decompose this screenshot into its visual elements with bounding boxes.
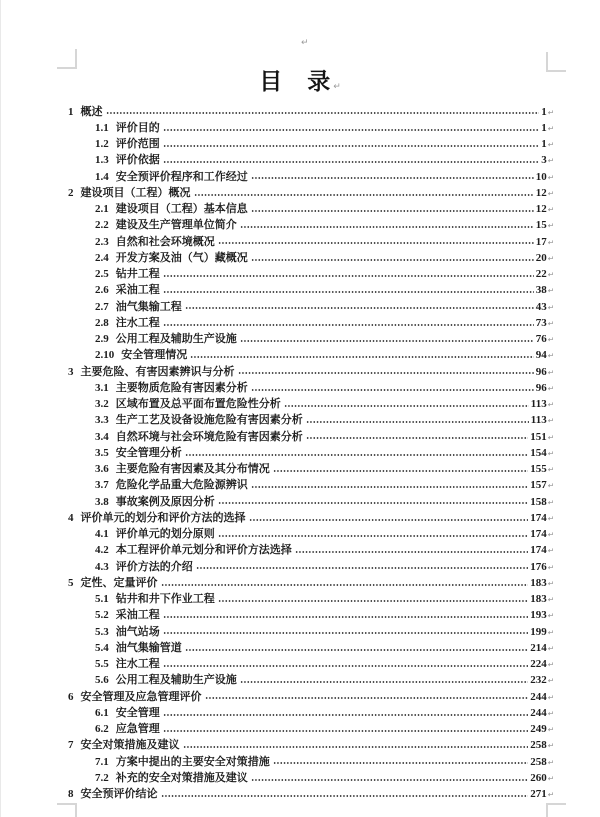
toc-entry-number: 5.1 (95, 593, 109, 605)
toc-entry-number: 2.3 (95, 235, 109, 248)
toc-entry-number: 6.1 (95, 706, 109, 719)
toc-entry-page-number: 1 (541, 138, 547, 150)
paragraph-return-icon: ↵ (547, 481, 554, 491)
paragraph-return-icon: ↵ (547, 383, 554, 393)
toc-entry[interactable] (68, 685, 554, 701)
paragraph-return-icon: ↵ (547, 237, 554, 247)
toc-entry[interactable] (68, 588, 554, 604)
toc-entry-number: 4 (68, 511, 74, 524)
toc-entry-title: 主要危险、有害因素辨识与分析 (80, 365, 235, 378)
toc-entry-title: 应急管理 (115, 723, 160, 735)
dot-leader (161, 794, 529, 798)
toc-entry[interactable] (68, 360, 554, 376)
toc-entry-title: 自然环境与社会环境危险有害因素分析 (115, 430, 303, 443)
toc-entry[interactable] (68, 734, 554, 750)
toc-entry-page-number: 199 (530, 625, 547, 638)
toc-entry-page-number: 183 (530, 593, 547, 605)
toc-entry[interactable] (68, 133, 554, 149)
toc-entry-page-number: 174 (530, 511, 547, 524)
toc-entry-number: 2.9 (95, 333, 109, 345)
toc-entry-number: 5.6 (95, 674, 109, 687)
toc-entry[interactable] (68, 295, 554, 311)
toc-entry-title: 定性、定量评价 (80, 576, 158, 589)
toc-entry-page-number: 224 (530, 658, 547, 670)
toc-entry-title: 评价方法的介绍 (115, 560, 193, 573)
toc-entry-number: 3.1 (95, 381, 109, 394)
toc-entry-page-number: 258 (530, 755, 547, 768)
paragraph-return-icon: ↵ (547, 578, 554, 588)
toc-entry-page-number: 17 (535, 235, 547, 248)
toc-entry[interactable] (68, 474, 554, 490)
toc-entry-number: 7.1 (95, 755, 109, 768)
toc-entry-number: 3.7 (95, 479, 109, 492)
toc-entry[interactable] (68, 279, 554, 295)
paragraph-return-icon: ↵ (547, 302, 554, 312)
paragraph-return-icon: ↵ (547, 627, 554, 637)
toc-entry[interactable] (68, 425, 554, 441)
dot-leader (163, 615, 528, 619)
paragraph-return-icon: ↵ (547, 562, 554, 572)
toc-entry-page-number: 113 (530, 414, 547, 427)
toc-entry-title: 安全管理 (115, 706, 160, 719)
paragraph-return-icon: ↵ (547, 400, 554, 409)
paragraph-return-icon: ↵ (547, 725, 554, 734)
paragraph-return-icon: ↵ (547, 708, 554, 718)
toc-entry-page-number: 73 (535, 316, 547, 329)
paragraph-return-icon: ↵ (547, 757, 554, 767)
toc-entry-number: 2.8 (95, 316, 109, 329)
paragraph-return-icon: ↵ (547, 318, 554, 328)
toc-entry-page-number: 158 (530, 495, 547, 508)
paragraph-return-icon: ↵ (547, 205, 554, 214)
paragraph-return-icon: ↵ (547, 156, 554, 166)
dot-leader (251, 485, 528, 489)
toc-entry[interactable] (68, 393, 554, 409)
dot-leader (251, 209, 534, 213)
toc-entry[interactable] (68, 523, 554, 539)
toc-entry-page-number: 244 (530, 706, 547, 719)
toc-entry-title: 钻井工程 (115, 268, 160, 280)
dot-leader (238, 371, 534, 375)
dot-leader (251, 388, 534, 392)
toc-entry-page-number: 249 (530, 723, 547, 735)
paragraph-return-icon: ↵ (333, 82, 341, 92)
toc-entry[interactable] (68, 214, 554, 230)
toc-entry-title: 评价单元的划分和评价方法的选择 (80, 511, 246, 524)
toc-entry-title: 注水工程 (115, 316, 160, 329)
paragraph-return-icon: ↵ (547, 530, 554, 539)
dot-leader (163, 290, 534, 294)
toc-entry[interactable] (68, 766, 554, 782)
toc-entry-title: 采油工程 (115, 284, 160, 297)
dot-leader (240, 339, 534, 343)
toc-entry[interactable] (68, 344, 554, 360)
toc-entry-title: 注水工程 (115, 658, 160, 670)
toc-entry-number: 3.3 (95, 414, 109, 427)
toc-entry-page-number: 174 (530, 544, 547, 557)
dot-leader (163, 713, 528, 717)
toc-entry-page-number: 232 (530, 674, 547, 687)
toc-entry-number: 3 (68, 365, 74, 378)
toc-entry-number: 1.2 (95, 138, 109, 150)
toc-entry-title: 自然和社会环境概况 (115, 235, 215, 248)
toc-entry-page-number: 113 (530, 398, 547, 410)
dot-leader (249, 518, 529, 522)
paragraph-return-icon: ↵ (547, 351, 554, 361)
dot-leader (306, 436, 528, 440)
toc-entry-number: 1.3 (95, 154, 109, 167)
toc-entry-title: 公用工程及辅助生产设施 (115, 674, 237, 687)
paragraph-return-icon: ↵ (547, 335, 554, 344)
toc-entry[interactable] (68, 490, 554, 506)
toc-entry[interactable] (68, 441, 554, 457)
dot-leader (163, 664, 528, 668)
toc-entry-title: 事故案例及原因分析 (115, 495, 215, 508)
toc-entry[interactable] (68, 620, 554, 636)
toc-entry-title: 建设项目（工程）概况 (80, 186, 191, 199)
toc-entry-number: 2.7 (95, 300, 109, 313)
toc-entry-number: 2.5 (95, 268, 109, 280)
dot-leader (161, 583, 529, 587)
dot-leader (163, 144, 539, 148)
page-left-edge (0, 0, 1, 817)
toc-entry-title: 油气站场 (115, 625, 160, 638)
toc-entry[interactable] (68, 653, 554, 669)
dot-leader (251, 176, 534, 180)
dot-leader (240, 680, 528, 684)
toc-entry[interactable] (68, 230, 554, 246)
crop-mark-bottom-right (546, 803, 566, 817)
toc-entry[interactable] (68, 458, 554, 474)
toc-entry[interactable] (68, 165, 554, 181)
dot-leader (183, 745, 529, 749)
toc-entry-page-number: 157 (530, 479, 547, 492)
toc-entry-page-number: 214 (530, 641, 547, 654)
toc-entry-page-number: 244 (530, 690, 547, 703)
toc-entry-title: 安全管理情况 (121, 349, 188, 362)
dot-leader (196, 566, 528, 570)
paragraph-return-icon: ↵ (547, 270, 554, 279)
toc-entry-number: 4.3 (95, 560, 109, 573)
dot-leader (218, 501, 528, 505)
toc-entry-number: 7.2 (95, 771, 109, 784)
dot-leader (273, 469, 528, 473)
toc-entry-page-number: 271 (530, 788, 547, 800)
toc-entry[interactable] (68, 539, 554, 555)
dot-leader (163, 323, 534, 327)
toc-entry[interactable] (68, 701, 554, 717)
toc-entry-number: 3.8 (95, 495, 109, 508)
dot-leader (218, 241, 534, 245)
toc-entry-page-number: 1 (541, 121, 547, 134)
dot-leader (163, 729, 528, 733)
toc-entry[interactable] (68, 311, 554, 327)
dot-leader (190, 355, 533, 359)
dot-leader (205, 696, 529, 700)
toc-entry-title: 油气集输管道 (115, 641, 182, 654)
toc-entry-title: 区域布置及总平面布置危险性分析 (115, 398, 281, 410)
toc-entry-number: 2 (68, 186, 74, 199)
toc-entry[interactable] (68, 100, 554, 116)
toc-entry-page-number: 151 (530, 430, 547, 443)
toc-entry[interactable] (68, 750, 554, 766)
toc-entry-title: 安全预评价程序和工作经过 (115, 170, 248, 183)
dot-leader (273, 761, 528, 765)
toc-entry[interactable] (68, 263, 554, 279)
toc-entry[interactable] (68, 636, 554, 652)
toc-entry-number: 5.4 (95, 641, 109, 654)
paragraph-return-icon: ↵ (547, 448, 554, 458)
toc-entry[interactable] (68, 555, 554, 571)
dot-leader (251, 258, 534, 262)
paragraph-return-icon: ↵ (547, 546, 554, 556)
toc-entry-page-number: 3 (541, 154, 547, 167)
toc-entry[interactable] (68, 409, 554, 425)
dot-leader (218, 534, 528, 538)
paragraph-return-icon: ↵ (547, 432, 554, 442)
toc-entry-number: 1 (68, 105, 74, 118)
toc-entry-title: 安全管理及应急管理评价 (80, 690, 202, 703)
toc-entry-page-number: 20 (535, 251, 547, 264)
toc-entry-number: 3.2 (95, 398, 109, 410)
toc-entry-number: 2.4 (95, 251, 109, 264)
toc-entry-number: 2.6 (95, 284, 109, 297)
dot-leader (218, 599, 528, 603)
toc-entry[interactable] (68, 718, 554, 734)
toc-entry-title: 评价目的 (115, 121, 160, 134)
dot-leader (295, 550, 528, 554)
dot-leader (240, 225, 534, 229)
paragraph-return-icon: ↵ (547, 107, 554, 117)
toc-entry-page-number: 155 (530, 463, 547, 475)
toc-entry-page-number: 183 (530, 576, 547, 589)
paragraph-return-icon: ↵ (547, 611, 554, 621)
toc-entry-number: 5.2 (95, 609, 109, 622)
toc-entry-title: 评价范围 (115, 138, 160, 150)
toc-entry-page-number: 22 (535, 268, 547, 280)
toc-entry-page-number: 174 (530, 528, 547, 540)
paragraph-return-icon: ↵ (547, 773, 554, 783)
toc-entry-page-number: 12 (535, 186, 547, 199)
dot-leader (163, 160, 539, 164)
paragraph-return-icon: ↵ (547, 741, 554, 751)
paragraph-return-icon: ↵ (547, 221, 554, 231)
paragraph-return-icon: ↵ (547, 676, 554, 686)
toc-entry-title: 方案中提出的主要安全对策措施 (115, 755, 270, 768)
paragraph-return-icon: ↵ (301, 38, 309, 48)
toc-entry[interactable] (68, 198, 554, 214)
toc-entry-title: 开发方案及油（气）藏概况 (115, 251, 248, 264)
toc-entry-page-number: 96 (535, 365, 547, 378)
toc-entry-page-number: 15 (535, 219, 547, 232)
toc-entry-title: 公用工程及辅助生产设施 (115, 333, 237, 345)
toc-entry-number: 6 (68, 690, 74, 703)
toc-entry-title: 主要危险有害因素及其分布情况 (115, 463, 270, 475)
toc-entry-page-number: 38 (535, 284, 547, 297)
dot-leader (106, 111, 540, 115)
page-title (0, 63, 600, 96)
paragraph-return-icon: ↵ (547, 286, 554, 296)
toc-entry-title: 油气集输工程 (115, 300, 182, 313)
crop-mark-bottom-left (57, 803, 77, 817)
toc-entry-title: 建设项目（工程）基本信息 (115, 203, 248, 215)
dot-leader (251, 778, 528, 782)
toc-entry-number: 5.3 (95, 625, 109, 638)
toc-entry-number: 2.1 (95, 203, 109, 215)
toc-entry-title: 钻井和井下作业工程 (115, 593, 215, 605)
toc-entry[interactable] (68, 669, 554, 685)
toc-entry-number: 1.4 (95, 170, 109, 183)
toc-entry-title: 采油工程 (115, 609, 160, 622)
paragraph-return-icon: ↵ (547, 497, 554, 507)
paragraph-return-icon: ↵ (547, 692, 554, 702)
toc-entry[interactable] (68, 149, 554, 165)
dot-leader (185, 453, 528, 457)
dot-leader (163, 128, 539, 132)
toc-entry-title: 概述 (80, 105, 103, 118)
paragraph-return-icon: ↵ (547, 595, 554, 604)
paragraph-return-icon: ↵ (547, 253, 554, 263)
toc-entry-page-number: 12 (535, 203, 547, 215)
dot-leader (306, 420, 529, 424)
toc-entry-title: 建设及生产管理单位简介 (115, 219, 237, 232)
toc-entry[interactable] (68, 376, 554, 392)
paragraph-return-icon: ↵ (547, 513, 554, 523)
toc-entry-title: 安全对策措施及建议 (80, 739, 180, 752)
dot-leader (163, 631, 528, 635)
paragraph-return-icon: ↵ (547, 123, 554, 133)
toc-entry-title: 补充的安全对策措施及建议 (115, 771, 248, 784)
toc-entry-number: 4.1 (95, 528, 109, 540)
toc-entry-number: 3.6 (95, 463, 109, 475)
paragraph-return-icon: ↵ (547, 140, 554, 149)
toc-entry-page-number: 96 (535, 381, 547, 394)
toc-entry-page-number: 260 (530, 771, 547, 784)
toc-entry[interactable] (68, 181, 554, 197)
toc-entry-page-number: 10 (535, 170, 547, 183)
toc-entry-number: 4.2 (95, 544, 109, 557)
toc-entry-number: 3.4 (95, 430, 109, 443)
toc-entry-number: 5.5 (95, 658, 109, 670)
toc-entry[interactable] (68, 783, 554, 799)
toc-entry-title: 危险化学品重大危险源辨识 (115, 479, 248, 492)
toc-entry-title: 主要物质危险有害因素分析 (115, 381, 248, 394)
toc-entry[interactable] (68, 246, 554, 262)
dot-leader (163, 274, 534, 278)
toc-entry-number: 2.10 (95, 349, 115, 362)
dot-leader (185, 648, 528, 652)
toc-entry-title: 生产工艺及设备设施危险有害因素分析 (115, 414, 303, 427)
toc-entry-number: 6.2 (95, 723, 109, 735)
toc-entry-title: 评价依据 (115, 154, 160, 167)
toc-entry-number: 2.2 (95, 219, 109, 232)
paragraph-return-icon: ↵ (547, 790, 554, 799)
toc-entry-page-number: 258 (530, 739, 547, 752)
paragraph-return-icon: ↵ (547, 660, 554, 669)
dot-leader (194, 193, 534, 197)
toc-entry-number: 3.5 (95, 446, 109, 459)
toc-entry-title: 本工程评价单元划分和评价方法选择 (115, 544, 292, 557)
toc-entry-title: 安全预评价结论 (80, 788, 158, 800)
toc-entry-page-number: 176 (530, 560, 547, 573)
page-title-text: 目 录 (259, 69, 332, 94)
toc-entry[interactable] (68, 506, 554, 522)
toc-entry[interactable] (68, 571, 554, 587)
toc-entry-page-number: 154 (530, 446, 547, 459)
paragraph-return-icon: ↵ (547, 416, 554, 426)
paragraph-return-icon: ↵ (547, 465, 554, 474)
dot-leader (185, 306, 534, 310)
toc-entry-title: 评价单元的划分原则 (115, 528, 215, 540)
paragraph-return-icon: ↵ (547, 188, 554, 198)
toc-entry-page-number: 43 (535, 300, 547, 313)
toc-entry-number: 1.1 (95, 121, 109, 134)
toc-entry-page-number: 94 (535, 349, 547, 362)
table-of-contents (68, 100, 554, 799)
toc-entry-page-number: 193 (530, 609, 547, 622)
paragraph-return-icon: ↵ (547, 367, 554, 377)
toc-entry-number: 7 (68, 739, 74, 752)
dot-leader (284, 404, 529, 408)
toc-entry-number: 8 (68, 788, 74, 800)
toc-entry-number: 5 (68, 576, 74, 589)
toc-entry[interactable] (68, 604, 554, 620)
paragraph-return-icon: ↵ (547, 643, 554, 653)
toc-entry[interactable] (68, 116, 554, 132)
paragraph-return-icon: ↵ (547, 172, 554, 182)
toc-entry-page-number: 76 (535, 333, 547, 345)
toc-entry-page-number: 1 (541, 105, 547, 118)
toc-entry-title: 安全管理分析 (115, 446, 182, 459)
toc-entry[interactable] (68, 328, 554, 344)
